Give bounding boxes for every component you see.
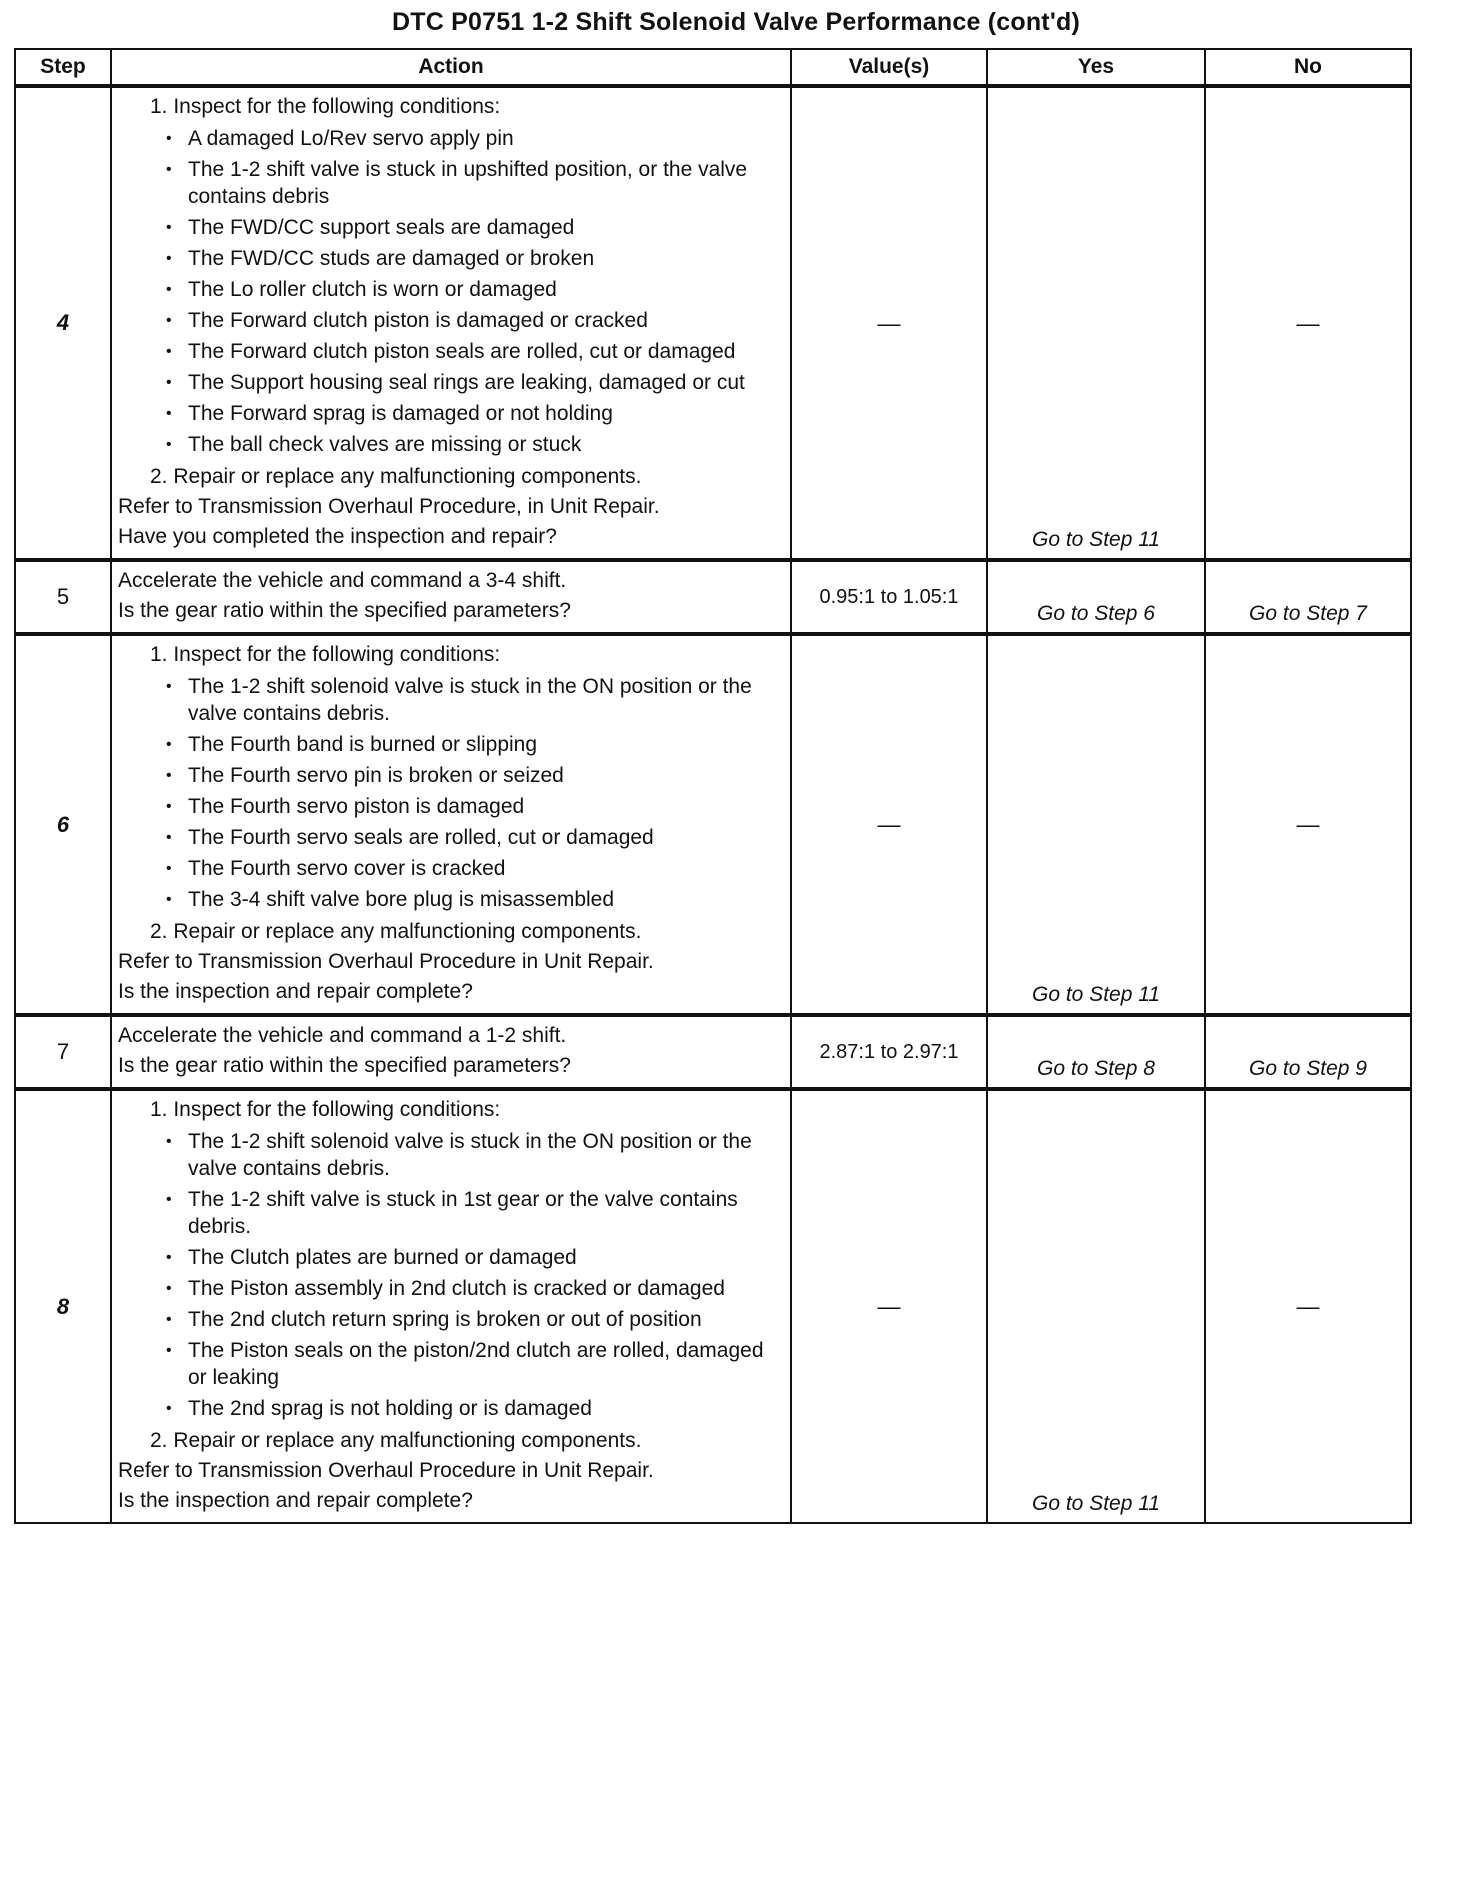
condition-item: • The Forward clutch piston seals are rolled, cut or damaged <box>118 338 784 365</box>
yes-cell: Go to Step 6 <box>987 560 1205 634</box>
condition-item: • The Piston assembly in 2nd clutch is cracked or damaged <box>118 1275 784 1302</box>
no-cell: Go to Step 9 <box>1205 1015 1411 1089</box>
col-step-header: Step <box>15 49 111 86</box>
action-question: Is the inspection and repair complete? <box>118 1489 473 1512</box>
value-cell: 2.87:1 to 2.97:1 <box>791 1015 987 1089</box>
step-row-7 <box>15 1015 1411 1089</box>
condition-item: • The Piston seals on the piston/2nd clutch are rolled, damaged or leaking <box>118 1337 784 1391</box>
action-intro: 1. Inspect for the following conditions: <box>150 1098 501 1121</box>
yes-cell: Go to Step 11 <box>987 86 1205 560</box>
condition-item: • The Fourth servo cover is cracked <box>118 855 784 882</box>
col-action-header: Action <box>111 49 791 86</box>
value-cell: — <box>791 634 987 1015</box>
col-values-header: Value(s) <box>791 49 987 86</box>
action-cell <box>111 560 791 634</box>
action-refer: Refer to Transmission Overhaul Procedure in Unit Repair. <box>118 1459 654 1482</box>
no-cell: — <box>1205 634 1411 1015</box>
condition-item: • The Forward clutch piston is damaged or cracked <box>118 307 784 334</box>
condition-item: • The 2nd clutch return spring is broken or out of position <box>118 1306 784 1333</box>
step-number: 8 <box>15 1089 111 1523</box>
action-cell <box>111 86 791 560</box>
action-question: Have you completed the inspection and repair? <box>118 525 557 548</box>
condition-item: • The 1-2 shift solenoid valve is stuck in the ON position or the valve contains debris. <box>118 1128 784 1182</box>
no-cell: — <box>1205 1089 1411 1523</box>
condition-item: • The Lo roller clutch is worn or damaged <box>118 276 784 303</box>
action-question: Is the gear ratio within the specified parameters? <box>118 599 571 622</box>
value-cell: — <box>791 1089 987 1523</box>
action-step2: 2. Repair or replace any malfunctioning components. <box>150 1429 642 1452</box>
action-step2: 2. Repair or replace any malfunctioning components. <box>150 465 642 488</box>
header-row <box>15 49 1411 86</box>
action-intro: 1. Inspect for the following conditions: <box>150 643 501 666</box>
yes-cell: Go to Step 11 <box>987 1089 1205 1523</box>
action-cell <box>111 1089 791 1523</box>
step-number: 5 <box>15 560 111 634</box>
action-cell <box>111 634 791 1015</box>
page-title: DTC P0751 1-2 Shift Solenoid Valve Performance (cont'd) <box>392 8 1080 36</box>
condition-item: • The Clutch plates are burned or damaged <box>118 1244 784 1271</box>
condition-item: • The Fourth servo seals are rolled, cut or damaged <box>118 824 784 851</box>
condition-item: • The Fourth servo pin is broken or seized <box>118 762 784 789</box>
step-number: 6 <box>15 634 111 1015</box>
action-question: Is the gear ratio within the specified parameters? <box>118 1054 571 1077</box>
col-no-header: No <box>1205 49 1411 86</box>
action-line: Accelerate the vehicle and command a 1-2 shift. <box>118 1024 567 1047</box>
action-question: Is the inspection and repair complete? <box>118 980 473 1003</box>
yes-cell: Go to Step 8 <box>987 1015 1205 1089</box>
condition-item: • The Forward sprag is damaged or not holding <box>118 400 784 427</box>
condition-item: • The 3-4 shift valve bore plug is misassembled <box>118 886 784 913</box>
col-yes-header: Yes <box>987 49 1205 86</box>
action-cell <box>111 1015 791 1089</box>
condition-item: • The FWD/CC studs are damaged or broken <box>118 245 784 272</box>
condition-item: • The FWD/CC support seals are damaged <box>118 214 784 241</box>
action-line: Accelerate the vehicle and command a 3-4 shift. <box>118 569 567 592</box>
condition-item: • The 1-2 shift solenoid valve is stuck in the ON position or the valve contains debris. <box>118 673 784 727</box>
action-intro: 1. Inspect for the following conditions: <box>150 95 501 118</box>
value-cell: — <box>791 86 987 560</box>
yes-cell: Go to Step 11 <box>987 634 1205 1015</box>
step-number: 7 <box>15 1015 111 1089</box>
step-row-6 <box>15 634 1411 1015</box>
condition-item: • The Fourth servo piston is damaged <box>118 793 784 820</box>
condition-item: • The 1-2 shift valve is stuck in upshifted position, or the valve contains debris <box>118 156 784 210</box>
condition-item: • The Fourth band is burned or slipping <box>118 731 784 758</box>
no-cell: — <box>1205 86 1411 560</box>
value-cell: 0.95:1 to 1.05:1 <box>791 560 987 634</box>
step-row-5 <box>15 560 1411 634</box>
diagnostic-table <box>14 48 1412 1524</box>
action-step2: 2. Repair or replace any malfunctioning components. <box>150 920 642 943</box>
no-cell: Go to Step 7 <box>1205 560 1411 634</box>
action-refer: Refer to Transmission Overhaul Procedure, in Unit Repair. <box>118 495 660 518</box>
step-number: 4 <box>15 86 111 560</box>
condition-item: • The ball check valves are missing or stuck <box>118 431 784 458</box>
action-refer: Refer to Transmission Overhaul Procedure in Unit Repair. <box>118 950 654 973</box>
step-row-4 <box>15 86 1411 560</box>
condition-item: • The 1-2 shift valve is stuck in 1st gear or the valve contains debris. <box>118 1186 784 1240</box>
step-row-8 <box>15 1089 1411 1523</box>
condition-item: • A damaged Lo/Rev servo apply pin <box>118 125 784 152</box>
condition-item: • The Support housing seal rings are leaking, damaged or cut <box>118 369 784 396</box>
condition-item: • The 2nd sprag is not holding or is damaged <box>118 1395 784 1422</box>
